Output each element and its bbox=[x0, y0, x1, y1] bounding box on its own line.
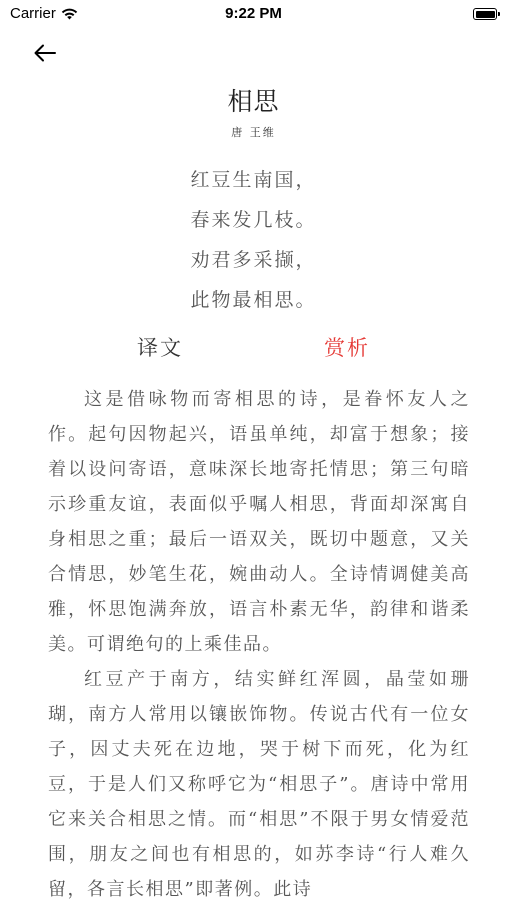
poem-line: 此物最相思。 bbox=[190, 289, 317, 311]
tab-bar bbox=[0, 332, 507, 366]
battery-icon bbox=[473, 8, 497, 20]
content-paragraph: 红豆产于南方，结实鲜红浑圆，晶莹如珊瑚，南方人常用以镶嵌饰物。传说古代有一位女子，因丈夫死在边地，哭于树下而死，化为红豆，于是人们又称呼它为“相思子”。唐诗中常用它来关合相思之情。而“相思”不限于男女情爱范围，朋友之间也有相思的，如苏李诗“行人难久留，各言长相思”即著例。此诗 bbox=[48, 669, 470, 900]
status-bar bbox=[0, 0, 507, 30]
status-time: 9:22 PM bbox=[225, 5, 282, 22]
tab-translation[interactable]: 译文 bbox=[137, 336, 183, 360]
poem-line: 劝君多采撷， bbox=[190, 249, 317, 271]
poem-body bbox=[0, 160, 507, 320]
back-button[interactable] bbox=[30, 38, 60, 68]
carrier-label: Carrier bbox=[10, 5, 56, 22]
battery-level bbox=[476, 11, 495, 18]
arrow-left-icon bbox=[34, 44, 56, 62]
appreciation-content bbox=[48, 382, 470, 907]
content-paragraph: 这是借咏物而寄相思的诗，是眷怀友人之作。起句因物起兴，语虽单纯，却富于想象；接着以设问寄语，意味深长地寄托情思；第三句暗示珍重友谊，表面似乎嘱人相思，背面却深寓自身相思之重；最后一语双关，既切中题意，又关合情思，妙笔生花，婉曲动人。全诗情调健美高雅，怀思饱满奔放，语言朴素无华，韵律和谐柔美。可谓绝句的上乘佳品。 bbox=[48, 389, 470, 655]
poem-line: 春来发几枝。 bbox=[190, 209, 317, 231]
poem-title: 相思 bbox=[227, 87, 280, 116]
poem-line: 红豆生南国， bbox=[190, 169, 317, 191]
tab-appreciation[interactable]: 赏析 bbox=[324, 336, 370, 360]
poem-author: 唐 王维 bbox=[231, 126, 276, 139]
